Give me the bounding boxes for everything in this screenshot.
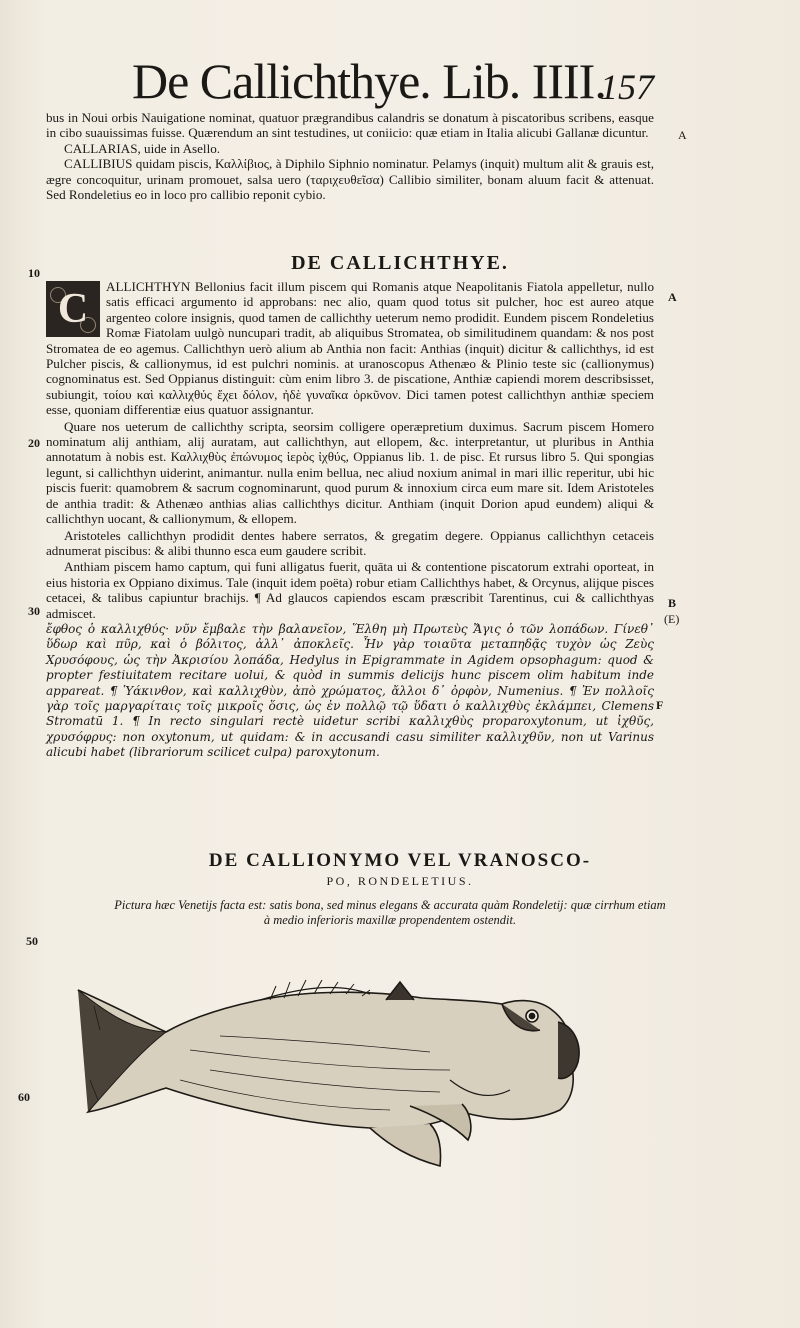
- continued-text-block: [46, 110, 654, 202]
- fish-illustration: [78, 980, 579, 1166]
- callichthye-text-block: [46, 279, 654, 762]
- margin-letter-e: (E): [664, 612, 680, 626]
- fish-woodcut-figure: [70, 960, 590, 1170]
- margin-letter-a-top: A: [678, 128, 687, 142]
- margin-letter-b: B: [668, 596, 677, 610]
- paragraph-sacred-fish: Quare nos ueterum de callichthy scripta, seorsim colligere operæpretium duximus. Sacrum piscem Homero nominatum alij anthiam, alij auratam, aut callichthyn, aut ellopem, &c. interpretantur, ut pluribus in Anthia annotatum à nobis est. Καλλιχθὺς ἐπώνυμος ἱερὸς ἰχθύς, Oppianus lib. 1. de pisc. Et rursus libro 5. Qui spongias legunt, si callichthyn uiderint, animantur. nulla enim bellua, nec aliud noxium animal in mari illic reperitur, ubi hic piscis fuerit: quamobrem & sacrum cognominarunt, quod purum & innoxium circa eum mare sit. Idem Aristoteles de anthia tradit: & Athenæo anthias alias callichthys dicitur. Anthiam (inquit Dorion apud eundem) aliqui & callichthyn uocant, & callionymum, & ellopem.: [46, 418, 654, 527]
- paragraph-aristotle: Aristoteles callichthyn prodidit dentes habere serratos, & gregatim degere. Oppianus callichthyn cetaceis adnumerat piscibus: & alibi thunno esca eum gaudere scribit.: [46, 527, 654, 558]
- margin-number-20: 20: [28, 436, 40, 450]
- paragraph-greek-quotations: ἔφθος ὁ καλλιχθύς· νῦν ἔμβαλε τὴν βαλανεῖον, Ἕλθη μὴ Πρωτεὺς Ἄγις ὁ τῶν λοπάδων. Γίνεθ᾽ ὕδωρ καὶ πῦρ, καὶ ὁ βόλιτος, ἀλλ᾽ ἀποκλεῖς. Ἦν γὰρ τοιαῦτα μεταπηδᾷς τυχὸν ὡς Ζεὺς Χρυσόφους, ὡς τὴν Ἀκρισίου λοπάδα, Hedylus in Epigrammate in Agidem opsophagum: quod & propter festiuitatem recitare uolui, & quòd in summis delicijs hunc piscem olim habitum inde appareat. ¶ Ὑάκινθον, καὶ καλλιχθὺν, ἀπὸ χρώματος, ἄλλοι δ᾽ ὀρφὸν, Numenius. ¶ Ἐν πολλοῖς γὰρ τοῖς μαργαρίταις τοῖς μικροῖς ὅσις, ὡς ἐν πολλῷ τῷ ὕδατι ὁ καλλιχθὺς ἐκλάμπει, Clemens Stromatū 1. ¶ In recto singulari rectè uidetur scribi καλλιχθὺς proparoxytonum, ut ἰχθῦς, χρυσόφρυς: non oxytonum, ut quidam: & in accusandi casu similiter καλλιχθῦν, non ut Varinus alicubi habet (librariorum scilicet culpa) paroxytonum.: [46, 621, 654, 760]
- section-heading-callichthye: DE CALLICHTHYE.: [291, 252, 509, 274]
- running-head-title: De Callichthye. Lib. IIII.: [132, 53, 606, 109]
- margin-letter-a: A: [668, 290, 677, 304]
- initial-letter: C: [57, 286, 89, 332]
- section-heading-callionymo: DE CALLIONYMO VEL VRANOSCO-: [208, 850, 592, 871]
- margin-letter-f: F: [656, 698, 664, 712]
- paragraph-callichthys-intro: ALLICHTHYN Bellonius facit illum piscem qui Romanis atque Neapolitanis Fiatola appelletur, nullo satis efficaci argumento id approbans: nec alio, quam quod totus sit pulcher, hoc est aureo atque argenteo colore insignis, quod tamen de callichthy ueterum nemo prodidit. Eundem piscem Rondeletius Romæ Fiatolam uulgò nuncupari tradit, ab aliquibus Stromatea, ob similitudinem quandam: & nos post Stromatea de eo agemus. Callichthyn uerò alium ab Anthia non facit: Anthias (inquit) dicitur & callichthys, id est Pulcher piscis, & callionymus, id est pulchri nominis. at uranoscopus Athenæo & Plinio teste sic (callionymus) cognominatus est. Sed Oppianus distinguit: cùm enim libro 3. de piscatione, Anthiæ capiendi morem describsisset, subiungit, τοίου καὶ καλλιχθύς ἔχει δόλον, ἠδὲ γυναῖκα ὀρκῦνον. Dici tamen potest callichthyn anthiæ speciem esse, quoniam differentiæ eius quatuor assignantur.: [46, 279, 654, 418]
- paragraph-callarias: CALLARIAS, uide in Asello.: [64, 140, 221, 156]
- margin-number-60: 60: [18, 1090, 30, 1104]
- margin-number-30: 30: [28, 604, 40, 618]
- margin-number-10: 10: [28, 266, 40, 280]
- running-head: [132, 52, 662, 112]
- paragraph-anthias-capture: Anthiam piscem hamo captum, qui funi alligatus fuerit, quāta ui & contentione piscatorum extrahi oporteat, in eius historia ex Oppiano diximus. Tale (inquit idem poëta) robur etiam Callichthys habet, & Orcynus, alijque pisces cetacei, & talibus capiuntur brachijs. ¶ Ad glaucos capiendos escam præscribit Tarentinus, cui & callichthyas admiscet.: [46, 559, 654, 621]
- page-number: 157: [600, 67, 654, 107]
- decorated-initial: [46, 281, 100, 337]
- paragraph-calandris: bus in Noui orbis Nauigatione nominat, quatuor prægrandibus calandris se donatum à piscatoribus scribens, easque in cibo suauissimas fuisse. Quærendum an sint testudines, ut coniicio: quæ etiam in Italia alicubi Gallanæ dicuntur.: [46, 110, 654, 141]
- margin-number-50: 50: [26, 934, 38, 948]
- figure-caption: Pictura hæc Venetijs facta est: satis bona, sed minus elegans & accurata quàm Rondeletij: quæ cirrhum etiam à medio inferioris maxillæ propendentem ostendit.: [114, 898, 666, 927]
- paragraph-callibius: CALLIBIUS quidam piscis, Καλλίβιος, à Diphilo Siphnio nominatur. Pelamys (inquit) multum alit & grauis est, ægre concoquitur, urinam promouet, salsa uero (ταριχευθεῖσα) Callibio similiter, bonam aluum facit & attenuat. Sed Rondeletius eo in loco pro callibio reponit cybio.: [46, 156, 654, 203]
- section-subheading-rondeletius: PO, RONDELETIUS.: [326, 874, 474, 888]
